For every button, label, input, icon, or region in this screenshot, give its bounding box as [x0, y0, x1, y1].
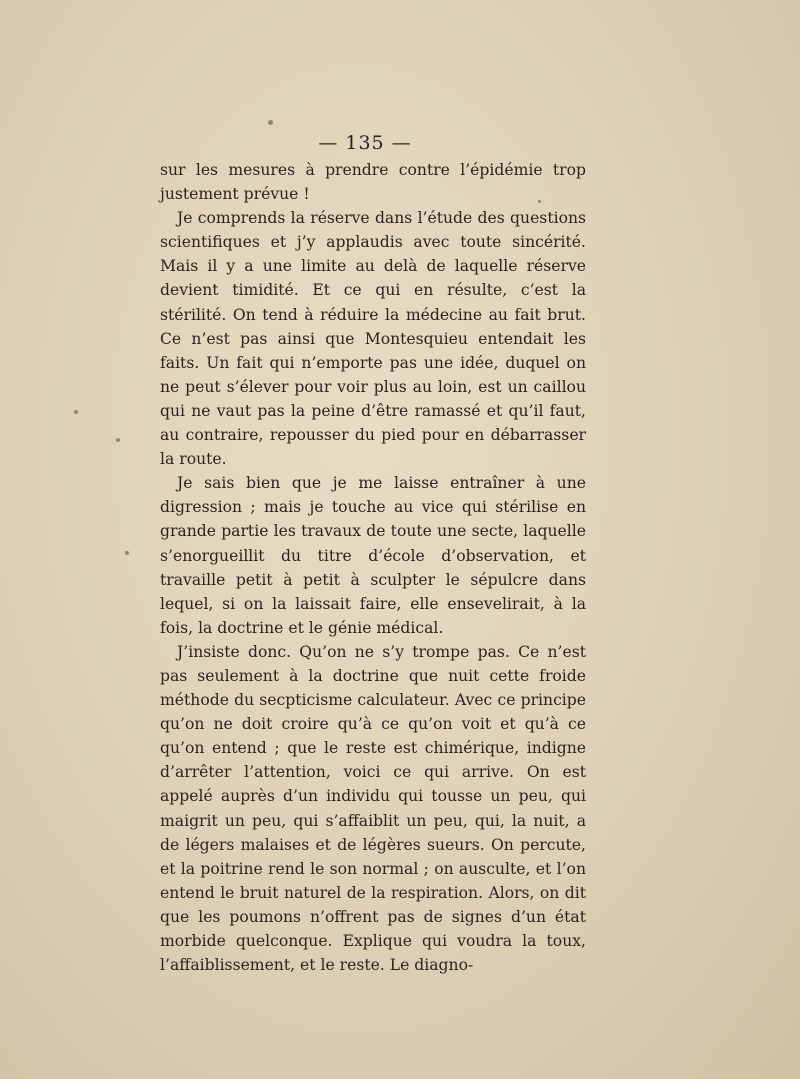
page-number: — 135 — [318, 132, 412, 154]
paragraph: Je comprends la réserve dans l’étude des questions scientifiques et j’y applaudis avec toute sincérité. Mais il y a une limite au delà de laquelle réserve devient timidité. Et ce qui en résulte, c’est la stérilité. On tend à réduire la médecine au fait brut. Ce n’est pas ainsi que Montesquieu entendait les faits. Un fait qui n’emporte pas une idée, duquel on ne peut s’élever pour voir plus au loin, est un caillou qui ne vaut pas la peine d’être ramassé et qu’il faut, au contraire, repousser du pied pour en débarrasser la route. [160, 209, 586, 469]
paragraph: sur les mesures à prendre contre l’épidémie trop justement prévue ! [160, 161, 586, 204]
paragraph: J’insiste donc. Qu’on ne s’y trompe pas. Ce n’est pas seulement à la doctrine que nuit cette froide méthode du secpticisme calculateur. Avec ce principe qu’on ne doit croire qu’à ce qu’on voit et qu’à ce qu’on entend ; que le reste est chimérique, indigne d’arrêter l’attention, voici ce qui arrive. On est appelé auprès d’un individu qui tousse un peu, qui maigrit un peu, qui s’affaiblit un peu, qui, la nuit, a de légers malaises et de légères sueurs. On percute, et la poitrine rend le son normal ; on ausculte, et l’on entend le bruit naturel de la respiration. Alors, on dit que les poumons n’offrent pas de signes d’un état morbide quelconque. Explique qui voudra la toux, l’affaiblissement, et le reste. Le diagno- [160, 642, 586, 975]
paper-spot [74, 410, 78, 414]
paper-spot [125, 551, 129, 555]
paper-spot [268, 120, 273, 125]
body-text [160, 158, 586, 977]
paper-spot [116, 438, 120, 442]
paragraph: Je sais bien que je me laisse entraîner à une digression ; mais je touche au vice qui stérilise en grande partie les travaux de toute une secte, laquelle s’enorgueillit du titre d’école d’observation, et travaille petit à petit à sculpter le sépulcre dans lequel, si on la laissait faire, elle ensevelirait, à la fois, la doctrine et le génie médical. [160, 474, 586, 637]
